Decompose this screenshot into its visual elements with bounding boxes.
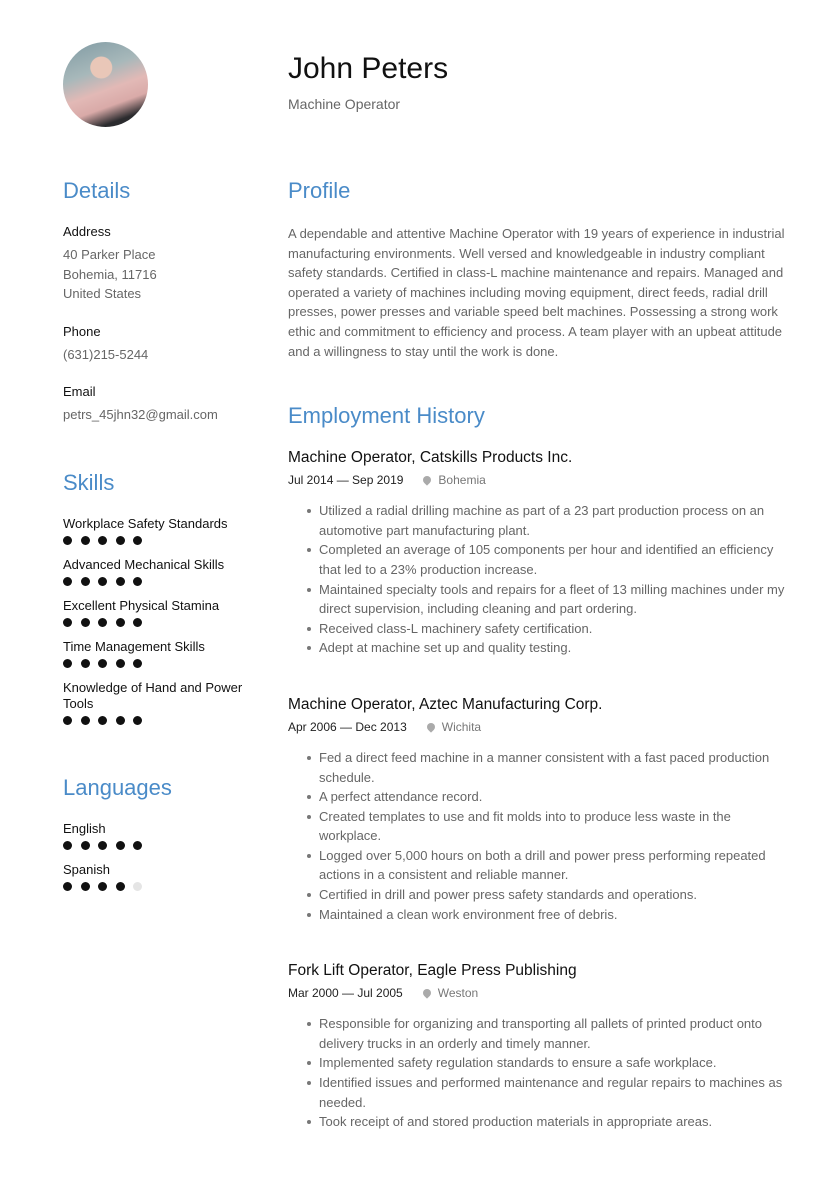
avatar [63, 42, 148, 127]
rating-dots [63, 577, 243, 586]
rating-dot-filled [98, 536, 107, 545]
job-title: Machine Operator, Aztec Manufacturing Corp. [288, 695, 603, 713]
rating-dot-filled [116, 716, 125, 725]
item-name: Time Management Skills [63, 638, 205, 654]
rating-dots [63, 618, 243, 627]
phone-block [63, 324, 243, 365]
rating-dot-filled [133, 618, 142, 627]
rating-dots [63, 716, 243, 725]
bullet-item: Logged over 5,000 hours on both a drill and power press performing repeated actions in a consistent and reliable manner. [319, 846, 793, 885]
bullet-item: Took receipt of and stored production materials in appropriate areas. [319, 1112, 793, 1132]
rating-dot-filled [98, 659, 107, 668]
rating-dot-filled [63, 841, 72, 850]
details-heading: Details [63, 178, 131, 203]
bullet-item: Responsible for organizing and transporting all pallets of printed product onto delivery trucks in an orderly and timely manner. [319, 1014, 793, 1053]
rating-dot-filled [116, 659, 125, 668]
location-text: Wichita [441, 719, 482, 734]
address-line: Bohemia, 11716 [63, 266, 157, 282]
skill-item [63, 639, 243, 668]
item-name: Excellent Physical Stamina [63, 597, 220, 613]
rating-dot-filled [63, 716, 72, 725]
languages-heading: Languages [63, 774, 172, 800]
bullet-item: A perfect attendance record. [319, 787, 793, 807]
location-text: Weston [437, 986, 479, 1001]
rating-dots [63, 659, 243, 668]
item-name: Advanced Mechanical Skills [63, 556, 225, 572]
location-pin-icon [421, 988, 432, 999]
rating-dot-filled [133, 536, 142, 545]
address-line: 40 Parker Place [63, 247, 156, 262]
rating-dot-filled [63, 659, 72, 668]
item-name: Knowledge of Hand and Power Tools [63, 679, 243, 711]
phone-value: (631)215-5244 [63, 346, 149, 362]
rating-dots [63, 536, 243, 545]
rating-dot-filled [63, 536, 72, 545]
rating-dot-empty [133, 882, 142, 891]
job-dates: Apr 2006 — Dec 2013 [288, 719, 407, 734]
bullet-item: Certified in drill and power press safety standards and operations. [319, 885, 793, 905]
skill-item [63, 557, 243, 586]
email-label: Email [63, 384, 96, 400]
job-dates: Jul 2014 — Sep 2019 [288, 473, 404, 488]
item-name: English [63, 820, 106, 836]
rating-dot-filled [81, 577, 90, 586]
rating-dot-filled [116, 536, 125, 545]
bullet-item: Received class-L machinery safety certification. [319, 619, 793, 639]
candidate-title: Machine Operator [288, 96, 401, 112]
address-line: United States [63, 286, 142, 302]
profile-text: A dependable and attentive Machine Operator with 19 years of experience in industrial manufacturing environments. Well versed and knowledgeable in industry compliant safety standards. Certified in class-L machine maintenance and repairs. Managed and operated a variety of machines including moving equipment, direct feeds, radial drill presses, power presses and variable speed belt machines. Possessing a strong work ethic and commitment to efficiency and process. A team player with an upbeat attitude and a willingness to stay until the work is done. [288, 226, 785, 359]
job-location [423, 986, 478, 1000]
rating-dot-filled [133, 659, 142, 668]
language-item [63, 862, 243, 891]
rating-dot-filled [81, 536, 90, 545]
location-text: Bohemia [438, 473, 486, 488]
rating-dot-filled [116, 618, 125, 627]
rating-dot-filled [81, 716, 90, 725]
bullet-item: Completed an average of 105 components per hour and identified an efficiency that led to a 23% production increase. [319, 540, 793, 579]
item-name: Spanish [63, 861, 110, 877]
location-pin-icon [422, 474, 433, 485]
rating-dot-filled [63, 577, 72, 586]
candidate-name: John Peters [288, 52, 449, 85]
jobs-list [288, 449, 793, 1132]
job-meta [288, 473, 793, 487]
job-meta [288, 986, 793, 1000]
bullet-item: Utilized a radial drilling machine as part of a 23 part production process on an automotive part manufacturing plant. [319, 501, 793, 540]
rating-dot-filled [98, 882, 107, 891]
bullet-item: Maintained specialty tools and repairs for a fleet of 13 milling machines under my direct supervision, including cleaning and part ordering. [319, 580, 793, 619]
rating-dot-filled [133, 577, 142, 586]
job-dates: Mar 2000 — Jul 2005 [288, 986, 403, 1001]
job-bullets [288, 1014, 793, 1132]
location-pin-icon [425, 721, 436, 732]
main-content [288, 178, 793, 1170]
email-block [63, 384, 243, 425]
email-value: petrs_45jhn32@gmail.com [63, 407, 218, 423]
rating-dots [63, 882, 243, 891]
languages-list [63, 821, 243, 891]
bullet-item: Maintained a clean work environment free of debris. [319, 905, 793, 925]
job-location [427, 720, 481, 734]
rating-dot-filled [116, 577, 125, 586]
rating-dot-filled [81, 618, 90, 627]
job-location [423, 473, 485, 487]
sidebar [63, 178, 243, 903]
bullet-item: Created templates to use and fit molds into to produce less waste in the workplace. [319, 807, 793, 846]
rating-dot-filled [133, 716, 142, 725]
bullet-item: Implemented safety regulation standards to ensure a safe workplace. [319, 1053, 793, 1073]
address-block [63, 224, 243, 304]
rating-dot-filled [98, 618, 107, 627]
bullet-item: Adept at machine set up and quality testing. [319, 638, 793, 658]
job-entry [288, 962, 793, 1132]
language-item [63, 821, 243, 850]
skills-list [63, 516, 243, 725]
job-title: Machine Operator, Catskills Products Inc. [288, 449, 573, 467]
skill-item [63, 680, 243, 725]
job-entry [288, 449, 793, 658]
rating-dot-filled [81, 882, 90, 891]
rating-dot-filled [116, 841, 125, 850]
skill-item [63, 516, 243, 545]
job-entry [288, 696, 793, 924]
job-bullets [288, 748, 793, 924]
bullet-item: Fed a direct feed machine in a manner consistent with a fast paced production schedule. [319, 748, 793, 787]
item-name: Workplace Safety Standards [63, 515, 228, 531]
job-title: Fork Lift Operator, Eagle Press Publishing [288, 962, 577, 980]
rating-dot-filled [63, 618, 72, 627]
rating-dot-filled [98, 716, 107, 725]
phone-label: Phone [63, 323, 101, 339]
rating-dot-filled [81, 841, 90, 850]
job-meta [288, 720, 793, 734]
skill-item [63, 598, 243, 627]
rating-dot-filled [63, 882, 72, 891]
address-label: Address [63, 224, 111, 239]
rating-dot-filled [116, 882, 125, 891]
employment-heading: Employment History [288, 403, 485, 429]
rating-dots [63, 841, 243, 850]
rating-dot-filled [81, 659, 90, 668]
job-bullets [288, 501, 793, 658]
rating-dot-filled [133, 841, 142, 850]
rating-dot-filled [98, 577, 107, 586]
profile-heading: Profile [288, 178, 351, 203]
rating-dot-filled [98, 841, 107, 850]
bullet-item: Identified issues and performed maintenance and regular repairs to machines as needed. [319, 1073, 793, 1112]
skills-heading: Skills [63, 469, 115, 495]
